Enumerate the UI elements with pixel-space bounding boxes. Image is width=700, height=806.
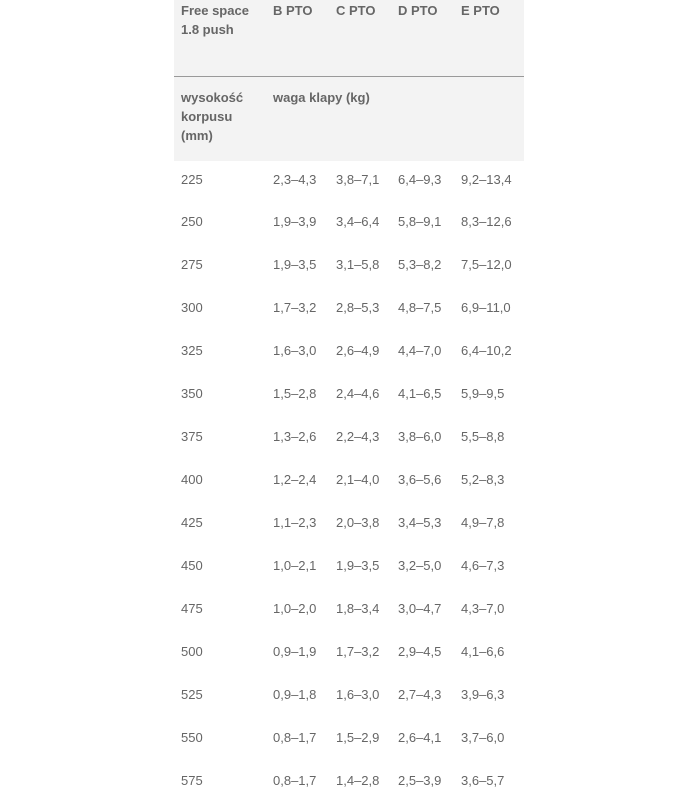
cell-b-pto: 0,8–1,7 (273, 773, 317, 788)
weight-table (174, 0, 524, 806)
cell-b-pto: 1,7–3,2 (273, 300, 317, 315)
cell-e-pto: 4,1–6,6 (461, 644, 505, 659)
cell-b-pto: 1,1–2,3 (273, 515, 317, 530)
cell-height: 225 (181, 172, 203, 187)
cell-e-pto: 4,3–7,0 (461, 601, 505, 616)
cell-d-pto: 2,7–4,3 (398, 687, 442, 702)
cell-height: 425 (181, 515, 203, 530)
cell-height: 325 (181, 343, 203, 358)
cell-height: 350 (181, 386, 203, 401)
cell-b-pto: 0,9–1,8 (273, 687, 317, 702)
cell-e-pto: 3,7–6,0 (461, 730, 505, 745)
cell-e-pto: 7,5–12,0 (461, 257, 512, 272)
cell-d-pto: 6,4–9,3 (398, 172, 442, 187)
table-row (174, 333, 524, 376)
cell-b-pto: 0,9–1,9 (273, 644, 317, 659)
cell-d-pto: 2,6–4,1 (398, 730, 442, 745)
cell-e-pto: 6,4–10,2 (461, 343, 512, 358)
table-row (174, 548, 524, 591)
cell-b-pto: 1,6–3,0 (273, 343, 317, 358)
cell-b-pto: 0,8–1,7 (273, 730, 317, 745)
cell-d-pto: 4,8–7,5 (398, 300, 442, 315)
table-row (174, 290, 524, 333)
cell-c-pto: 2,8–5,3 (336, 300, 380, 315)
table-header-row (174, 0, 524, 77)
cell-b-pto: 1,9–3,9 (273, 214, 317, 229)
cell-height: 525 (181, 687, 203, 702)
cell-e-pto: 3,9–6,3 (461, 687, 505, 702)
cell-c-pto: 1,7–3,2 (336, 644, 380, 659)
cell-height: 300 (181, 300, 203, 315)
header-d-pto: D PTO (398, 3, 438, 18)
table-row (174, 247, 524, 290)
header-b-pto: B PTO (273, 3, 313, 18)
cell-e-pto: 8,3–12,6 (461, 214, 512, 229)
cell-c-pto: 1,6–3,0 (336, 687, 380, 702)
cell-c-pto: 3,8–7,1 (336, 172, 380, 187)
cell-b-pto: 1,2–2,4 (273, 472, 317, 487)
cell-b-pto: 1,3–2,6 (273, 429, 317, 444)
cell-d-pto: 4,4–7,0 (398, 343, 442, 358)
cell-height: 475 (181, 601, 203, 616)
table-row (174, 204, 524, 247)
cell-height: 250 (181, 214, 203, 229)
table-body (174, 161, 524, 806)
cell-b-pto: 1,9–3,5 (273, 257, 317, 272)
cell-d-pto: 3,6–5,6 (398, 472, 442, 487)
cell-height: 275 (181, 257, 203, 272)
table-row (174, 161, 524, 204)
cell-e-pto: 4,6–7,3 (461, 558, 505, 573)
cell-b-pto: 1,0–2,1 (273, 558, 317, 573)
cell-d-pto: 2,9–4,5 (398, 644, 442, 659)
table-row (174, 591, 524, 634)
cell-c-pto: 2,2–4,3 (336, 429, 380, 444)
cell-b-pto: 2,3–4,3 (273, 172, 317, 187)
cell-d-pto: 2,5–3,9 (398, 773, 442, 788)
table-row (174, 677, 524, 720)
cell-e-pto: 4,9–7,8 (461, 515, 505, 530)
table-row (174, 720, 524, 763)
cell-d-pto: 3,4–5,3 (398, 515, 442, 530)
cell-c-pto: 2,0–3,8 (336, 515, 380, 530)
cell-b-pto: 1,5–2,8 (273, 386, 317, 401)
cell-d-pto: 3,0–4,7 (398, 601, 442, 616)
cell-b-pto: 1,0–2,0 (273, 601, 317, 616)
table-row (174, 462, 524, 505)
table-subheader-row (174, 77, 524, 161)
cell-c-pto: 3,1–5,8 (336, 257, 380, 272)
table-row (174, 634, 524, 677)
cell-e-pto: 9,2–13,4 (461, 172, 512, 187)
cell-d-pto: 3,2–5,0 (398, 558, 442, 573)
header-c-pto: C PTO (336, 3, 376, 18)
cell-e-pto: 3,6–5,7 (461, 773, 505, 788)
subheader-weight: waga klapy (kg) (273, 90, 370, 105)
cell-c-pto: 1,9–3,5 (336, 558, 380, 573)
cell-c-pto: 1,5–2,9 (336, 730, 380, 745)
cell-height: 400 (181, 472, 203, 487)
cell-height: 575 (181, 773, 203, 788)
cell-e-pto: 5,5–8,8 (461, 429, 505, 444)
cell-height: 500 (181, 644, 203, 659)
table-row (174, 505, 524, 548)
cell-d-pto: 5,3–8,2 (398, 257, 442, 272)
cell-height: 550 (181, 730, 203, 745)
cell-e-pto: 5,9–9,5 (461, 386, 505, 401)
header-model: Free space 1.8 push (181, 3, 249, 37)
cell-d-pto: 4,1–6,5 (398, 386, 442, 401)
cell-c-pto: 2,4–4,6 (336, 386, 380, 401)
cell-height: 450 (181, 558, 203, 573)
cell-e-pto: 6,9–11,0 (461, 300, 511, 315)
header-e-pto: E PTO (461, 3, 500, 18)
cell-c-pto: 1,8–3,4 (336, 601, 380, 616)
subheader-height: wysokość korpusu (mm) (181, 90, 244, 143)
cell-e-pto: 5,2–8,3 (461, 472, 505, 487)
cell-c-pto: 3,4–6,4 (336, 214, 380, 229)
cell-d-pto: 5,8–9,1 (398, 214, 442, 229)
table-row (174, 376, 524, 419)
cell-c-pto: 2,1–4,0 (336, 472, 380, 487)
cell-c-pto: 2,6–4,9 (336, 343, 380, 358)
cell-d-pto: 3,8–6,0 (398, 429, 442, 444)
cell-height: 375 (181, 429, 203, 444)
cell-c-pto: 1,4–2,8 (336, 773, 380, 788)
table-row (174, 419, 524, 462)
